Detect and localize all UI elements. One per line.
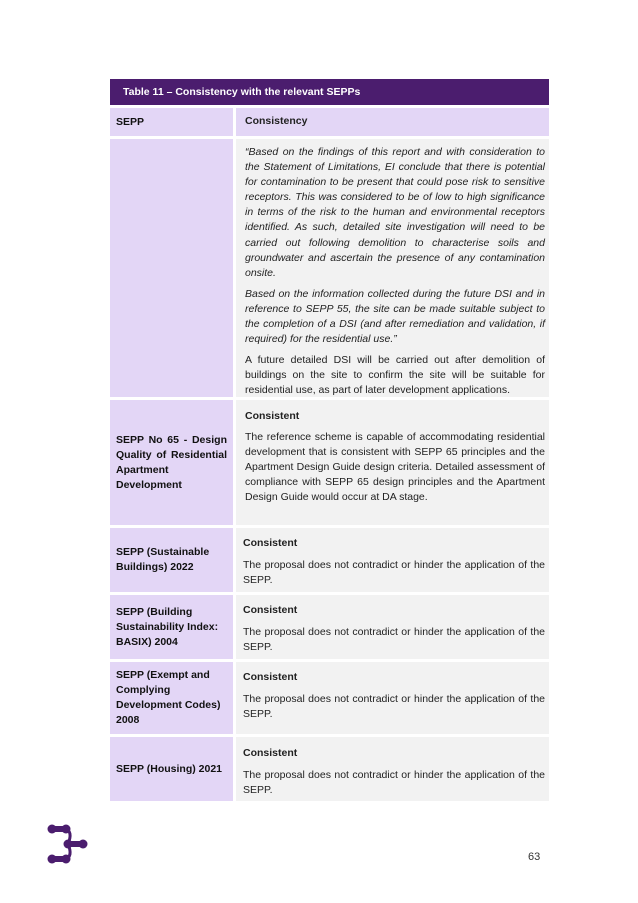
quote-paragraph-2: Based on the information collected during the future DSI and in reference to SEPP 55, the site can be made suitable subject to the completion of a DSI (and after remediation and validation, if required) for the residential use.” xyxy=(245,287,545,346)
consistency-cell xyxy=(236,595,549,659)
consistency-status: Consistent xyxy=(243,747,298,759)
consistency-cell xyxy=(236,737,549,801)
sepp-name-cell: SEPP (Sustainable Buildings) 2022 xyxy=(110,528,233,592)
table-row xyxy=(110,400,549,525)
consistency-text: The proposal does not contradict or hinder the application of the SEPP. xyxy=(243,769,545,797)
consistency-status: Consistent xyxy=(243,671,298,683)
header-consistency: Consistency xyxy=(236,108,549,136)
consistency-text: The proposal does not contradict or hinder the application of the SEPP. xyxy=(243,693,545,721)
table-title: Table 11 – Consistency with the relevant SEPPs xyxy=(110,79,549,105)
dsi-paragraph: A future detailed DSI will be carried out after demolition of buildings on the site to confirm the site will be suitable for residential use, as part of later development applications. xyxy=(245,354,545,397)
sepp-name-cell: SEPP (Housing) 2021 xyxy=(110,737,233,801)
page-number: 63 xyxy=(528,851,541,863)
consistency-text: The proposal does not contradict or hinder the application of the SEPP. xyxy=(243,626,545,654)
sepp-name-cell: SEPP (Exempt and Complying Development Codes) 2008 xyxy=(110,662,233,734)
sepp-consistency-table xyxy=(110,79,549,804)
consistency-status: Consistent xyxy=(243,604,298,616)
consistency-cell xyxy=(236,528,549,592)
table-header-row xyxy=(110,108,549,136)
table-row xyxy=(110,737,549,801)
brand-logo-icon xyxy=(47,824,89,864)
sepp-name-cell: SEPP (Building Sustainability Index: BASIX) 2004 xyxy=(110,595,233,659)
consistency-text: The reference scheme is capable of accommodating residential development that is consistent with SEPP 65 principles and the Apartment Design Guide design criteria. Detailed assessment of compliance with SEPP 65 design principles and the Apartment Design Guide would occur at DA stage. xyxy=(245,431,545,504)
table-row xyxy=(110,139,549,397)
table-row xyxy=(110,595,549,659)
consistency-text: The proposal does not contradict or hinder the application of the SEPP. xyxy=(243,559,545,587)
sepp-name-cell xyxy=(110,139,233,397)
consistency-status: Consistent xyxy=(243,537,298,549)
consistency-status: Consistent xyxy=(245,410,300,422)
sepp-name-cell: SEPP No 65 - Design Quality of Residential Apartment Development xyxy=(110,400,233,525)
table-row xyxy=(110,528,549,592)
consistency-cell xyxy=(236,662,549,734)
consistency-cell xyxy=(236,400,549,525)
table-row xyxy=(110,662,549,734)
quote-paragraph-1: “Based on the findings of this report and with consideration to the Statement of Limitations, EI conclude that there is potential for contamination to be present that could pose risk to sensitive receptors. This was considered to be of low to high significance in terms of the risk to the human and environmental receptors identified. As such, detailed site investigation will need to be carried out following demolition to characterise soils and groundwater and ascertain the presence of any contamination onsite. xyxy=(245,146,545,279)
consistency-cell xyxy=(236,139,549,397)
header-sepp: SEPP xyxy=(110,108,233,136)
